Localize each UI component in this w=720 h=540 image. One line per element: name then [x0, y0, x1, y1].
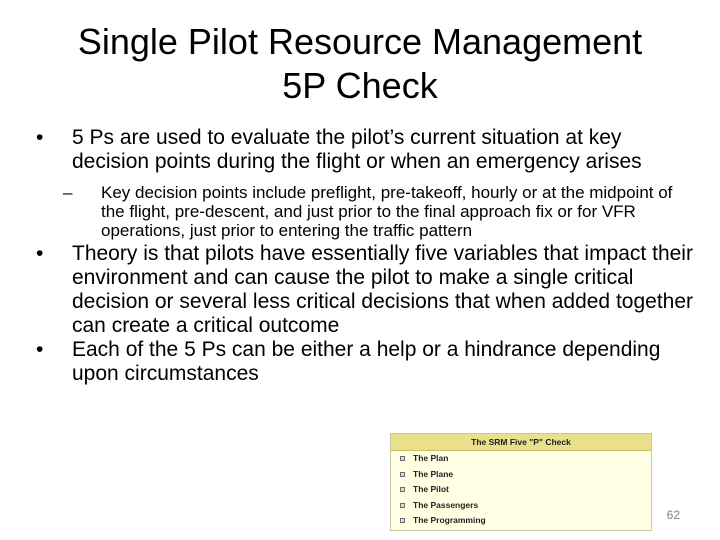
inset-item-label: The Plan: [413, 453, 449, 463]
checkbox-icon: [400, 503, 405, 508]
inset-item-label: The Passengers: [413, 499, 479, 510]
bullet-marker: •: [36, 338, 44, 361]
inset-item: [391, 467, 651, 483]
title-line-1: Single Pilot Resource Management: [77, 21, 643, 62]
title-line-2: 5P Check: [282, 65, 438, 106]
bullet-marker: •: [36, 126, 44, 149]
slide-title: [40, 20, 680, 108]
bullet-list: [36, 126, 696, 386]
inset-item-label: The Pilot: [413, 484, 449, 494]
bullet-item-1: [36, 126, 696, 174]
bullet-text: Each of the 5 Ps can be either a help or a hindrance depending upon circumstances: [72, 338, 661, 385]
inset-item: [391, 451, 651, 467]
bullet-text: Theory is that pilots have essentially five variables that impact their environment and can cause the pilot to make a single critical decision or several less critical decisions that when added together can create a critical outcome: [72, 242, 694, 337]
inset-item-label: The Programming: [413, 515, 486, 525]
sub-bullet-text: Key decision points include preflight, pre-takeoff, hourly or at the midpoint of the flight, pre-descent, and just prior to the final approach fix or for VFR operations, just prior to entering the traffic pattern: [101, 183, 673, 240]
sub-bullet-item: [63, 183, 696, 240]
bullet-text: 5 Ps are used to evaluate the pilot’s current situation at key decision points during the flight or when an emergency arises: [72, 126, 642, 173]
dash-marker: –: [63, 183, 73, 202]
inset-item-label: The Plane: [413, 468, 454, 479]
srm-five-p-check-image: [390, 433, 652, 531]
bullet-item-2: [36, 242, 696, 338]
inset-item: [391, 482, 651, 498]
checkbox-icon: [400, 518, 405, 523]
inset-item: [391, 498, 651, 514]
checkbox-icon: [400, 472, 405, 477]
page-number: 62: [666, 508, 680, 522]
checkbox-icon: [400, 456, 405, 461]
inset-item: [391, 513, 651, 529]
checkbox-icon: [400, 487, 405, 492]
bullet-item-3: [36, 338, 696, 386]
bullet-marker: •: [36, 242, 44, 265]
inset-header: The SRM Five "P" Check: [391, 434, 651, 451]
